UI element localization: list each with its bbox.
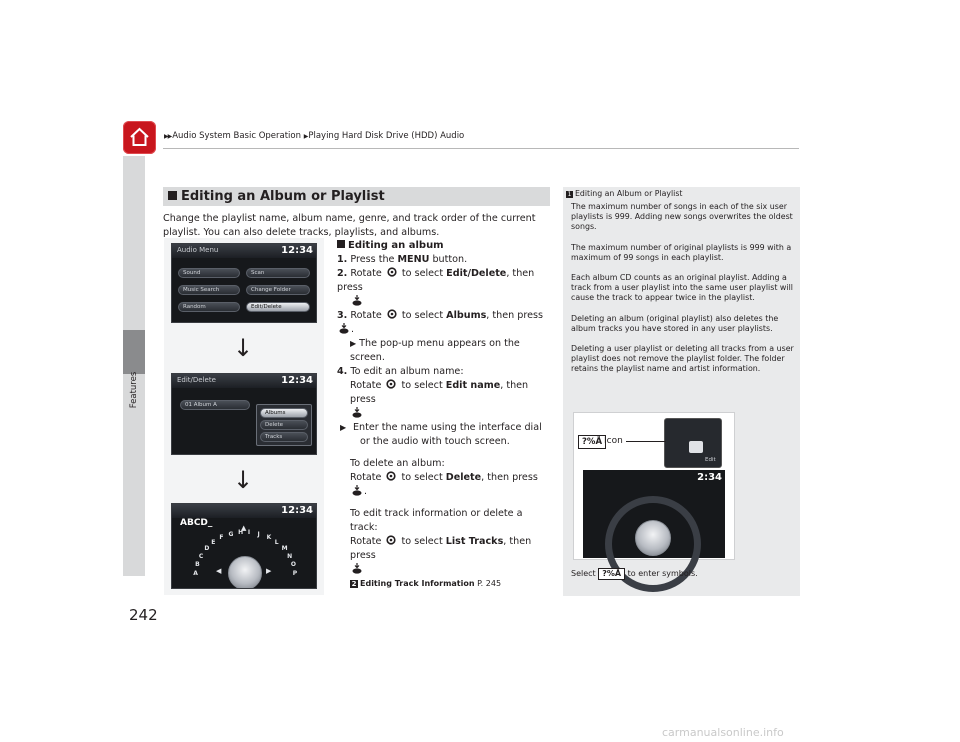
popup-item-albums: Albums [260,408,308,418]
rotate-knob-icon [386,535,396,545]
symbol-icon: ?%Å [598,568,625,580]
menu-item-sound: Sound [178,268,240,278]
home-icon [129,127,150,147]
rotate-knob-icon [386,471,396,481]
screen-title: Audio Menu [177,246,219,254]
press-knob-icon [339,323,349,334]
symbol-icon: ?%Å [578,435,606,449]
keyboard-letter: N [287,552,293,560]
screen-audio-menu [171,243,317,323]
note-paragraph: The maximum number of songs in each of the six user playlists is 999. Adding new songs overwrites the oldest songs. [571,202,793,232]
keyboard-letter: F [219,534,224,542]
menu-button-label: MENU [397,254,430,265]
keyboard-letter: I [247,529,251,537]
note-paragraph: Each album CD counts as an original playlist. Adding a track from a user playlist into the same user playlist will cause the track to appear twice in the playlist. [571,273,793,303]
note-paragraph: The maximum number of original playlists is 999 with a maximum of 99 songs in each playlist. [571,242,792,262]
screen-clock: 12:34 [281,245,313,256]
reference-icon: 2 [351,580,357,588]
press-knob-icon [352,295,362,306]
steps-subheading: Editing an album [337,239,553,253]
delete-album-instructions: To delete an album: [350,458,445,469]
icon-callout-label: Icon [604,436,623,446]
step-4: 4. To edit an album name: [337,366,464,377]
note-footer: Select ?%Å to enter symbols. [571,569,698,578]
press-knob-icon [352,563,362,574]
rotate-knob-icon [387,267,397,277]
list-item-album: 01 Album A [180,400,250,410]
popup-item-delete: Delete [260,420,308,430]
scroll-right-icon: ▶ [266,567,272,575]
keyboard-letter: G [228,530,234,538]
screen-edit-delete [171,373,317,455]
menu-item-scan: Scan [246,268,310,278]
screen-clock: 2:34 [697,472,722,483]
breadcrumb-item-hdd-audio[interactable]: Playing Hard Disk Drive (HDD) Audio [308,131,465,141]
symbol-key [689,441,703,453]
header-divider [163,148,799,149]
keyboard-letter: L [274,539,279,547]
result-arrow-icon: ▶ [350,339,357,348]
home-button[interactable] [123,121,156,154]
watermark: carmanualsonline.info [662,726,784,739]
section-title: Editing an Album or Playlist [168,189,385,204]
steps-list: Editing an album 1. Press the MENU button. 2. Rotate to select Edit/Delete, then press 3. Rotate to select Albums, then press . ▶ The pop-up menu appears on the screen. 4. To edit an album name: Rotate to select Edit name, then press ▶ Enter the name using the interface dial or the audio with touch screen. To delete an album: Rotate to select Delete, then press . To edit track information or delete a track: Rotate to select List Tracks, then press 2 Editing Track Information P. 245 [337,239,553,591]
keyboard-letter: K [266,534,272,542]
step-2: 2. Rotate to select Edit/Delete, then press [337,268,535,293]
rotate-knob-icon [386,379,396,389]
note-icon: 1 [567,191,572,198]
scroll-up-icon: ▲ [241,524,247,532]
keyboard-letter: P [292,569,298,577]
breadcrumb-arrow-icon: ▶ [303,133,308,140]
press-knob-icon [352,485,362,496]
side-tab-label[interactable]: Features [129,371,139,409]
page-number: 242 [129,606,158,624]
keyboard-letter: A [193,569,198,577]
keyboard-letter: C [198,552,204,560]
keyboard-letter: D [204,545,210,553]
section-intro: Change the playlist name, album name, genre, and track order of the current playlist. You can also delete tracks, playlists, and albums. [163,213,536,238]
note-body [571,202,795,385]
edit-track-instructions: To edit track information or delete a track: [350,508,523,533]
cross-reference-link[interactable]: 2 Editing Track Information P. 245 [351,579,502,588]
scroll-left-icon: ◀ [216,567,222,575]
keyboard-letter: M [281,545,288,553]
keyboard-letter: O [290,560,296,568]
menu-item-music-search: Music Search [178,285,240,295]
interface-dial-graphic [228,556,262,589]
note-heading: 1 Editing an Album or Playlist [567,189,683,198]
menu-item-change-folder: Change Folder [246,285,310,295]
interface-dial-graphic [635,520,671,556]
note-paragraph: Deleting an album (original playlist) also deletes the album tracks you have stored in any user playlists. [571,313,779,333]
popup-edit-label: Edit [705,457,716,463]
note-screen-keyboard [583,470,725,558]
note-paragraph: Deleting a user playlist or deleting all tracks from a user playlist does not remove the playlist folder. The folder retains the playlist name and artist information. [571,344,794,374]
rotate-knob-icon [387,309,397,319]
step-3: 3. Rotate to select Albums, then press . [337,310,543,335]
side-tab-active-marker [123,330,145,374]
popup-item-tracks: Tracks [260,432,308,442]
breadcrumb-arrow-icon: ▶▶ [164,133,172,140]
screen-name-entry [171,503,317,589]
screen-clock: 12:34 [281,505,313,516]
breadcrumb-item-audio-system[interactable]: Audio System Basic Operation [172,131,302,141]
step-1: 1. Press the MENU button. [337,254,468,265]
callout-line [626,441,666,442]
name-entry-text: ABCD_ [180,518,213,528]
keyboard-letter: J [257,530,260,538]
arrow-down-icon: ↓ [233,466,254,494]
breadcrumb [164,131,464,141]
press-knob-icon [352,407,362,418]
arrow-down-icon: ↓ [233,334,254,362]
keyboard-letter: B [195,560,200,568]
keyboard-letter: E [211,539,216,547]
symbol-popup [664,418,722,468]
keyboard-letter: H [238,529,244,537]
screen-title: Edit/Delete [177,376,216,384]
menu-item-edit-delete: Edit/Delete [246,302,310,312]
menu-item-random: Random [178,302,240,312]
section-bullet-icon [168,191,177,200]
screen-clock: 12:34 [281,375,313,386]
subheading-bullet-icon [337,240,345,248]
